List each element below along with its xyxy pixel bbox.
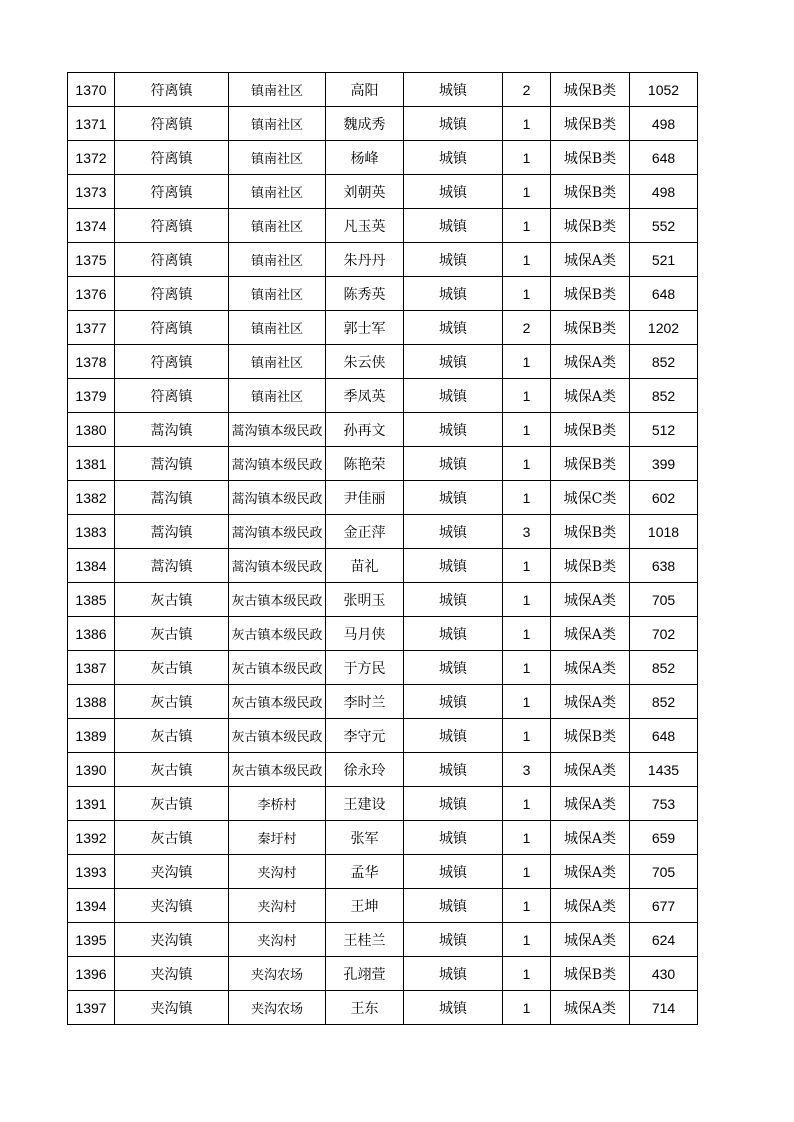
community-cell: 夹沟村 bbox=[229, 855, 326, 889]
person-name-cell: 金正萍 bbox=[326, 515, 404, 549]
insurance-category-cell: 城保A类 bbox=[551, 991, 630, 1025]
person-name-cell: 陈艳荣 bbox=[326, 447, 404, 481]
table-row bbox=[68, 991, 698, 1025]
insurance-category-cell: 城保C类 bbox=[551, 481, 630, 515]
town-cell: 符离镇 bbox=[115, 107, 229, 141]
community-cell: 镇南社区 bbox=[229, 209, 326, 243]
household-size-cell: 1 bbox=[503, 889, 551, 923]
area-type-cell: 城镇 bbox=[404, 719, 503, 753]
amount-cell: 1018 bbox=[630, 515, 698, 549]
table-row bbox=[68, 413, 698, 447]
household-size-cell: 1 bbox=[503, 957, 551, 991]
household-size-cell: 1 bbox=[503, 787, 551, 821]
row-number-cell: 1377 bbox=[68, 311, 115, 345]
household-size-cell: 1 bbox=[503, 141, 551, 175]
row-number-cell: 1390 bbox=[68, 753, 115, 787]
table-row bbox=[68, 481, 698, 515]
town-cell: 灰古镇 bbox=[115, 583, 229, 617]
area-type-cell: 城镇 bbox=[404, 651, 503, 685]
household-size-cell: 1 bbox=[503, 719, 551, 753]
town-cell: 灰古镇 bbox=[115, 617, 229, 651]
town-cell: 灰古镇 bbox=[115, 685, 229, 719]
row-number-cell: 1375 bbox=[68, 243, 115, 277]
person-name-cell: 王桂兰 bbox=[326, 923, 404, 957]
community-cell: 灰古镇本级民政 bbox=[229, 583, 326, 617]
household-size-cell: 1 bbox=[503, 481, 551, 515]
household-size-cell: 1 bbox=[503, 175, 551, 209]
row-number-cell: 1374 bbox=[68, 209, 115, 243]
household-size-cell: 1 bbox=[503, 379, 551, 413]
amount-cell: 659 bbox=[630, 821, 698, 855]
area-type-cell: 城镇 bbox=[404, 277, 503, 311]
town-cell: 灰古镇 bbox=[115, 821, 229, 855]
community-cell: 镇南社区 bbox=[229, 175, 326, 209]
person-name-cell: 李守元 bbox=[326, 719, 404, 753]
community-cell: 夹沟农场 bbox=[229, 991, 326, 1025]
area-type-cell: 城镇 bbox=[404, 549, 503, 583]
amount-cell: 602 bbox=[630, 481, 698, 515]
table-row bbox=[68, 957, 698, 991]
household-size-cell: 1 bbox=[503, 549, 551, 583]
insurance-category-cell: 城保B类 bbox=[551, 549, 630, 583]
person-name-cell: 刘朝英 bbox=[326, 175, 404, 209]
town-cell: 夹沟镇 bbox=[115, 889, 229, 923]
amount-cell: 1202 bbox=[630, 311, 698, 345]
household-size-cell: 2 bbox=[503, 73, 551, 107]
household-size-cell: 1 bbox=[503, 651, 551, 685]
community-cell: 镇南社区 bbox=[229, 379, 326, 413]
amount-cell: 705 bbox=[630, 855, 698, 889]
household-size-cell: 1 bbox=[503, 821, 551, 855]
community-cell: 镇南社区 bbox=[229, 243, 326, 277]
town-cell: 蒿沟镇 bbox=[115, 413, 229, 447]
table-row bbox=[68, 685, 698, 719]
area-type-cell: 城镇 bbox=[404, 481, 503, 515]
amount-cell: 648 bbox=[630, 277, 698, 311]
table-row bbox=[68, 889, 698, 923]
person-name-cell: 高阳 bbox=[326, 73, 404, 107]
amount-cell: 521 bbox=[630, 243, 698, 277]
amount-cell: 753 bbox=[630, 787, 698, 821]
town-cell: 蒿沟镇 bbox=[115, 481, 229, 515]
household-size-cell: 1 bbox=[503, 209, 551, 243]
insurance-category-cell: 城保B类 bbox=[551, 107, 630, 141]
amount-cell: 852 bbox=[630, 651, 698, 685]
table-row bbox=[68, 73, 698, 107]
community-cell: 灰古镇本级民政 bbox=[229, 719, 326, 753]
insurance-category-cell: 城保A类 bbox=[551, 243, 630, 277]
insurance-category-cell: 城保B类 bbox=[551, 719, 630, 753]
insurance-category-cell: 城保B类 bbox=[551, 413, 630, 447]
row-number-cell: 1373 bbox=[68, 175, 115, 209]
area-type-cell: 城镇 bbox=[404, 685, 503, 719]
community-cell: 夹沟村 bbox=[229, 889, 326, 923]
person-name-cell: 孔翊萱 bbox=[326, 957, 404, 991]
community-cell: 灰古镇本级民政 bbox=[229, 753, 326, 787]
amount-cell: 852 bbox=[630, 685, 698, 719]
table-row bbox=[68, 243, 698, 277]
community-cell: 蒿沟镇本级民政 bbox=[229, 515, 326, 549]
town-cell: 符离镇 bbox=[115, 243, 229, 277]
table-row bbox=[68, 141, 698, 175]
town-cell: 符离镇 bbox=[115, 277, 229, 311]
community-cell: 镇南社区 bbox=[229, 277, 326, 311]
community-cell: 镇南社区 bbox=[229, 73, 326, 107]
town-cell: 夹沟镇 bbox=[115, 923, 229, 957]
area-type-cell: 城镇 bbox=[404, 447, 503, 481]
amount-cell: 852 bbox=[630, 379, 698, 413]
area-type-cell: 城镇 bbox=[404, 175, 503, 209]
amount-cell: 430 bbox=[630, 957, 698, 991]
person-name-cell: 陈秀英 bbox=[326, 277, 404, 311]
table-row bbox=[68, 107, 698, 141]
community-cell: 镇南社区 bbox=[229, 107, 326, 141]
row-number-cell: 1381 bbox=[68, 447, 115, 481]
table-row bbox=[68, 515, 698, 549]
town-cell: 蒿沟镇 bbox=[115, 447, 229, 481]
household-size-cell: 1 bbox=[503, 447, 551, 481]
town-cell: 符离镇 bbox=[115, 209, 229, 243]
household-size-cell: 3 bbox=[503, 515, 551, 549]
area-type-cell: 城镇 bbox=[404, 209, 503, 243]
amount-cell: 638 bbox=[630, 549, 698, 583]
area-type-cell: 城镇 bbox=[404, 141, 503, 175]
amount-cell: 852 bbox=[630, 345, 698, 379]
town-cell: 符离镇 bbox=[115, 379, 229, 413]
table-row bbox=[68, 923, 698, 957]
area-type-cell: 城镇 bbox=[404, 379, 503, 413]
person-name-cell: 孙再文 bbox=[326, 413, 404, 447]
row-number-cell: 1378 bbox=[68, 345, 115, 379]
amount-cell: 498 bbox=[630, 175, 698, 209]
insurance-category-cell: 城保A类 bbox=[551, 855, 630, 889]
amount-cell: 714 bbox=[630, 991, 698, 1025]
insurance-category-cell: 城保A类 bbox=[551, 617, 630, 651]
table-row bbox=[68, 821, 698, 855]
table-row bbox=[68, 447, 698, 481]
town-cell: 夹沟镇 bbox=[115, 991, 229, 1025]
amount-cell: 1052 bbox=[630, 73, 698, 107]
household-size-cell: 3 bbox=[503, 753, 551, 787]
town-cell: 符离镇 bbox=[115, 345, 229, 379]
table-row bbox=[68, 719, 698, 753]
insurance-category-cell: 城保A类 bbox=[551, 685, 630, 719]
community-cell: 夹沟农场 bbox=[229, 957, 326, 991]
amount-cell: 512 bbox=[630, 413, 698, 447]
town-cell: 符离镇 bbox=[115, 175, 229, 209]
table-row bbox=[68, 787, 698, 821]
amount-cell: 677 bbox=[630, 889, 698, 923]
household-size-cell: 1 bbox=[503, 923, 551, 957]
community-cell: 灰古镇本级民政 bbox=[229, 685, 326, 719]
area-type-cell: 城镇 bbox=[404, 753, 503, 787]
amount-cell: 552 bbox=[630, 209, 698, 243]
insurance-category-cell: 城保A类 bbox=[551, 583, 630, 617]
town-cell: 符离镇 bbox=[115, 311, 229, 345]
community-cell: 镇南社区 bbox=[229, 141, 326, 175]
household-size-cell: 1 bbox=[503, 617, 551, 651]
town-cell: 符离镇 bbox=[115, 141, 229, 175]
person-name-cell: 李时兰 bbox=[326, 685, 404, 719]
community-cell: 灰古镇本级民政 bbox=[229, 617, 326, 651]
town-cell: 灰古镇 bbox=[115, 787, 229, 821]
area-type-cell: 城镇 bbox=[404, 821, 503, 855]
household-size-cell: 1 bbox=[503, 345, 551, 379]
community-cell: 蒿沟镇本级民政 bbox=[229, 447, 326, 481]
insurance-category-cell: 城保A类 bbox=[551, 651, 630, 685]
table-row bbox=[68, 175, 698, 209]
person-name-cell: 张军 bbox=[326, 821, 404, 855]
person-name-cell: 季凤英 bbox=[326, 379, 404, 413]
insurance-category-cell: 城保B类 bbox=[551, 447, 630, 481]
insurance-category-cell: 城保A类 bbox=[551, 889, 630, 923]
table-row bbox=[68, 345, 698, 379]
community-cell: 李桥村 bbox=[229, 787, 326, 821]
household-size-cell: 2 bbox=[503, 311, 551, 345]
insurance-category-cell: 城保A类 bbox=[551, 821, 630, 855]
table-body bbox=[68, 73, 698, 1025]
table-row bbox=[68, 209, 698, 243]
town-cell: 蒿沟镇 bbox=[115, 515, 229, 549]
person-name-cell: 王东 bbox=[326, 991, 404, 1025]
person-name-cell: 苗礼 bbox=[326, 549, 404, 583]
household-size-cell: 1 bbox=[503, 855, 551, 889]
community-cell: 秦圩村 bbox=[229, 821, 326, 855]
insurance-category-cell: 城保B类 bbox=[551, 957, 630, 991]
table-row bbox=[68, 311, 698, 345]
insurance-category-cell: 城保B类 bbox=[551, 311, 630, 345]
area-type-cell: 城镇 bbox=[404, 991, 503, 1025]
insurance-category-cell: 城保A类 bbox=[551, 787, 630, 821]
insurance-category-cell: 城保B类 bbox=[551, 277, 630, 311]
town-cell: 符离镇 bbox=[115, 73, 229, 107]
row-number-cell: 1389 bbox=[68, 719, 115, 753]
table-row bbox=[68, 583, 698, 617]
amount-cell: 498 bbox=[630, 107, 698, 141]
amount-cell: 399 bbox=[630, 447, 698, 481]
person-name-cell: 孟华 bbox=[326, 855, 404, 889]
area-type-cell: 城镇 bbox=[404, 345, 503, 379]
insurance-category-cell: 城保B类 bbox=[551, 209, 630, 243]
person-name-cell: 徐永玲 bbox=[326, 753, 404, 787]
insurance-category-cell: 城保B类 bbox=[551, 73, 630, 107]
row-number-cell: 1380 bbox=[68, 413, 115, 447]
community-cell: 镇南社区 bbox=[229, 311, 326, 345]
household-size-cell: 1 bbox=[503, 413, 551, 447]
insurance-category-cell: 城保B类 bbox=[551, 141, 630, 175]
person-name-cell: 朱丹丹 bbox=[326, 243, 404, 277]
person-name-cell: 王坤 bbox=[326, 889, 404, 923]
person-name-cell: 张明玉 bbox=[326, 583, 404, 617]
household-size-cell: 1 bbox=[503, 685, 551, 719]
area-type-cell: 城镇 bbox=[404, 617, 503, 651]
insurance-category-cell: 城保B类 bbox=[551, 175, 630, 209]
area-type-cell: 城镇 bbox=[404, 311, 503, 345]
row-number-cell: 1395 bbox=[68, 923, 115, 957]
amount-cell: 705 bbox=[630, 583, 698, 617]
community-cell: 蒿沟镇本级民政 bbox=[229, 413, 326, 447]
person-name-cell: 杨峰 bbox=[326, 141, 404, 175]
town-cell: 灰古镇 bbox=[115, 719, 229, 753]
household-size-cell: 1 bbox=[503, 243, 551, 277]
area-type-cell: 城镇 bbox=[404, 923, 503, 957]
row-number-cell: 1386 bbox=[68, 617, 115, 651]
insurance-category-cell: 城保A类 bbox=[551, 379, 630, 413]
person-name-cell: 于方民 bbox=[326, 651, 404, 685]
person-name-cell: 马月侠 bbox=[326, 617, 404, 651]
community-cell: 蒿沟镇本级民政 bbox=[229, 481, 326, 515]
community-cell: 镇南社区 bbox=[229, 345, 326, 379]
town-cell: 夹沟镇 bbox=[115, 855, 229, 889]
community-cell: 蒿沟镇本级民政 bbox=[229, 549, 326, 583]
table-row bbox=[68, 753, 698, 787]
row-number-cell: 1372 bbox=[68, 141, 115, 175]
area-type-cell: 城镇 bbox=[404, 957, 503, 991]
area-type-cell: 城镇 bbox=[404, 787, 503, 821]
amount-cell: 702 bbox=[630, 617, 698, 651]
row-number-cell: 1384 bbox=[68, 549, 115, 583]
row-number-cell: 1370 bbox=[68, 73, 115, 107]
table-row bbox=[68, 651, 698, 685]
table-row bbox=[68, 277, 698, 311]
table-row bbox=[68, 855, 698, 889]
row-number-cell: 1391 bbox=[68, 787, 115, 821]
person-name-cell: 王建设 bbox=[326, 787, 404, 821]
table-row bbox=[68, 617, 698, 651]
table-row bbox=[68, 549, 698, 583]
row-number-cell: 1394 bbox=[68, 889, 115, 923]
town-cell: 灰古镇 bbox=[115, 651, 229, 685]
town-cell: 灰古镇 bbox=[115, 753, 229, 787]
area-type-cell: 城镇 bbox=[404, 583, 503, 617]
area-type-cell: 城镇 bbox=[404, 107, 503, 141]
row-number-cell: 1392 bbox=[68, 821, 115, 855]
insurance-category-cell: 城保A类 bbox=[551, 753, 630, 787]
household-size-cell: 1 bbox=[503, 583, 551, 617]
row-number-cell: 1379 bbox=[68, 379, 115, 413]
row-number-cell: 1397 bbox=[68, 991, 115, 1025]
row-number-cell: 1393 bbox=[68, 855, 115, 889]
town-cell: 蒿沟镇 bbox=[115, 549, 229, 583]
row-number-cell: 1382 bbox=[68, 481, 115, 515]
person-name-cell: 郭士军 bbox=[326, 311, 404, 345]
area-type-cell: 城镇 bbox=[404, 515, 503, 549]
amount-cell: 1435 bbox=[630, 753, 698, 787]
amount-cell: 648 bbox=[630, 141, 698, 175]
insurance-category-cell: 城保B类 bbox=[551, 515, 630, 549]
community-cell: 灰古镇本级民政 bbox=[229, 651, 326, 685]
row-number-cell: 1383 bbox=[68, 515, 115, 549]
row-number-cell: 1396 bbox=[68, 957, 115, 991]
area-type-cell: 城镇 bbox=[404, 243, 503, 277]
community-cell: 夹沟村 bbox=[229, 923, 326, 957]
row-number-cell: 1388 bbox=[68, 685, 115, 719]
household-size-cell: 1 bbox=[503, 991, 551, 1025]
table-row bbox=[68, 379, 698, 413]
amount-cell: 648 bbox=[630, 719, 698, 753]
person-name-cell: 尹佳丽 bbox=[326, 481, 404, 515]
household-size-cell: 1 bbox=[503, 277, 551, 311]
row-number-cell: 1376 bbox=[68, 277, 115, 311]
row-number-cell: 1387 bbox=[68, 651, 115, 685]
insurance-category-cell: 城保A类 bbox=[551, 345, 630, 379]
person-name-cell: 魏成秀 bbox=[326, 107, 404, 141]
area-type-cell: 城镇 bbox=[404, 413, 503, 447]
area-type-cell: 城镇 bbox=[404, 73, 503, 107]
area-type-cell: 城镇 bbox=[404, 889, 503, 923]
person-name-cell: 朱云侠 bbox=[326, 345, 404, 379]
data-table bbox=[67, 72, 698, 1025]
amount-cell: 624 bbox=[630, 923, 698, 957]
town-cell: 夹沟镇 bbox=[115, 957, 229, 991]
row-number-cell: 1385 bbox=[68, 583, 115, 617]
insurance-category-cell: 城保A类 bbox=[551, 923, 630, 957]
row-number-cell: 1371 bbox=[68, 107, 115, 141]
household-size-cell: 1 bbox=[503, 107, 551, 141]
person-name-cell: 凡玉英 bbox=[326, 209, 404, 243]
area-type-cell: 城镇 bbox=[404, 855, 503, 889]
